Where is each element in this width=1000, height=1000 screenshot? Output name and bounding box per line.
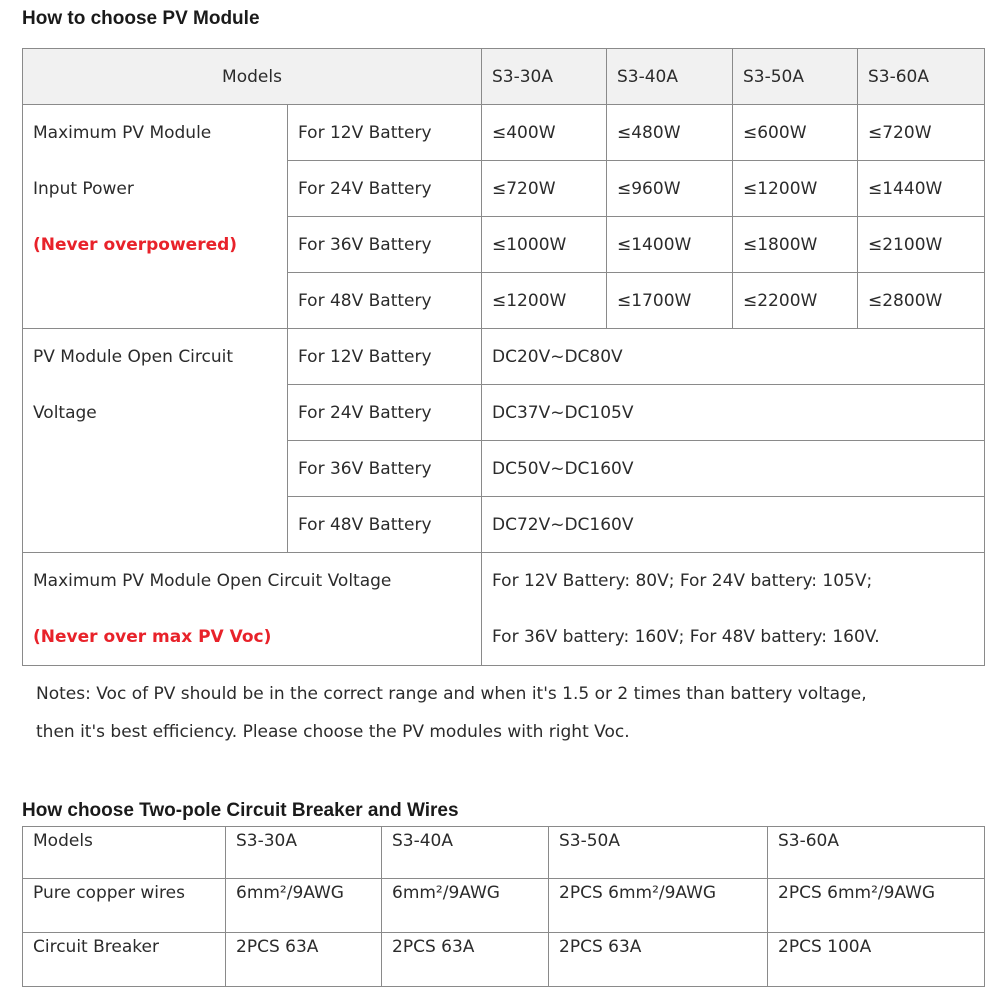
voltage-range-cell: DC37V~DC105V [482, 385, 985, 441]
open-circuit-label-line-2: Voltage [33, 403, 97, 423]
voltage-range-cell: DC20V~DC80V [482, 329, 985, 385]
table-cell: 6mm²/9AWG [382, 879, 549, 933]
battery-label: For 12V Battery [288, 105, 482, 161]
table-cell: 2PCS 6mm²/9AWG [768, 879, 985, 933]
table-cell: ≤480W [607, 105, 733, 161]
table-row [23, 879, 985, 933]
open-circuit-label [23, 329, 288, 553]
table-cell: ≤1440W [858, 161, 985, 217]
open-circuit-label-line-1: PV Module Open Circuit [33, 347, 234, 367]
pv-module-title: How to choose PV Module [22, 8, 260, 29]
table-row [23, 329, 985, 385]
max-voc-label-text: Maximum PV Module Open Circuit Voltage [33, 571, 392, 591]
table-cell: ≤2200W [733, 273, 858, 329]
max-voc-label [23, 553, 482, 666]
battery-label: For 12V Battery [288, 329, 482, 385]
table-cell: ≤1000W [482, 217, 607, 273]
models-header: Models [23, 49, 482, 105]
table-cell: ≤1700W [607, 273, 733, 329]
battery-label: For 24V Battery [288, 161, 482, 217]
max-voc-value-line-1: For 12V Battery: 80V; For 24V battery: 105V; [492, 571, 873, 591]
voltage-range-cell: DC50V~DC160V [482, 441, 985, 497]
model-s3-50a: S3-50A [549, 827, 768, 879]
row-label: Circuit Breaker [23, 933, 226, 987]
battery-label: For 24V Battery [288, 385, 482, 441]
table-header-row [23, 827, 985, 879]
battery-label: For 36V Battery [288, 441, 482, 497]
max-power-label-line-2: Input Power [33, 179, 134, 199]
table-cell: ≤400W [482, 105, 607, 161]
row-label: Pure copper wires [23, 879, 226, 933]
voltage-range-cell: DC72V~DC160V [482, 497, 985, 553]
model-s3-50a: S3-50A [733, 49, 858, 105]
never-overpowered-warning: (Never overpowered) [33, 235, 238, 255]
table-cell: ≤720W [482, 161, 607, 217]
max-power-label-line-1: Maximum PV Module [33, 123, 212, 143]
battery-label: For 36V Battery [288, 217, 482, 273]
breaker-section-title: How choose Two-pole Circuit Breaker and Wires [22, 800, 459, 821]
table-row [23, 933, 985, 987]
models-header: Models [23, 827, 226, 879]
table-cell: ≤960W [607, 161, 733, 217]
max-voc-value-line-2: For 36V battery: 160V; For 48V battery: 160V. [492, 627, 880, 647]
model-s3-60a: S3-60A [858, 49, 985, 105]
table-cell: ≤600W [733, 105, 858, 161]
notes-line-2: then it's best efficiency. Please choose the PV modules with right Voc. [36, 722, 630, 742]
table-cell: 2PCS 63A [226, 933, 382, 987]
table-header-row [23, 49, 985, 105]
table-cell: ≤720W [858, 105, 985, 161]
model-s3-40a: S3-40A [382, 827, 549, 879]
model-s3-60a: S3-60A [768, 827, 985, 879]
notes-line-1: Notes: Voc of PV should be in the correct range and when it's 1.5 or 2 times than battery voltage, [36, 684, 867, 704]
model-s3-40a: S3-40A [607, 49, 733, 105]
never-over-voc-warning: (Never over max PV Voc) [33, 627, 272, 647]
table-cell: ≤1400W [607, 217, 733, 273]
table-row [23, 105, 985, 161]
table-cell: 2PCS 6mm²/9AWG [549, 879, 768, 933]
model-s3-30a: S3-30A [226, 827, 382, 879]
max-voc-value [482, 553, 985, 666]
table-cell: ≤1800W [733, 217, 858, 273]
table-cell: ≤1200W [733, 161, 858, 217]
max-power-label [23, 105, 288, 329]
table-cell: ≤2100W [858, 217, 985, 273]
table-cell: 2PCS 63A [382, 933, 549, 987]
breaker-wires-table [22, 826, 985, 987]
table-cell: 2PCS 100A [768, 933, 985, 987]
table-cell: ≤1200W [482, 273, 607, 329]
table-cell: 6mm²/9AWG [226, 879, 382, 933]
table-cell: ≤2800W [858, 273, 985, 329]
battery-label: For 48V Battery [288, 497, 482, 553]
pv-module-table [22, 48, 985, 666]
battery-label: For 48V Battery [288, 273, 482, 329]
table-row [23, 553, 985, 666]
table-cell: 2PCS 63A [549, 933, 768, 987]
model-s3-30a: S3-30A [482, 49, 607, 105]
